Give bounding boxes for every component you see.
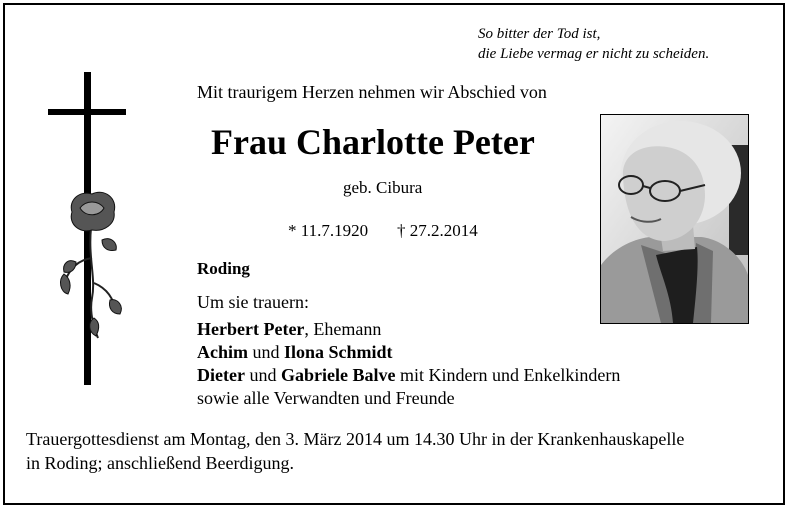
conjunction: und [244,365,281,385]
service-line-2: in Roding; anschließend Beerdigung. [26,453,294,473]
mourner-name: Gabriele Balve [280,365,396,385]
portrait-photo [600,114,749,324]
mourners-heading: Um sie trauern: [197,292,309,312]
conjunction: und [248,342,284,362]
mourner-name: Dieter [197,365,245,385]
quote-line-2: die Liebe vermag er nicht zu scheiden. [478,46,710,62]
service-line-1: Trauergottesdienst am Montag, den 3. März 2014 um 14.30 Uhr in der Krankenhauskapelle [26,429,685,449]
rose-icon [58,188,124,346]
mourner-name: Herbert Peter [197,319,305,339]
mourner-line-4: sowie alle Verwandten und Freunde [197,388,455,408]
mourner-relation: mit Kindern und Enkelkindern [395,365,621,385]
mourner-name: Ilona Schmidt [284,342,393,362]
mourner-relation: , Ehemann [304,319,382,339]
place: Roding [197,259,250,278]
intro-text: Mit traurigem Herzen nehmen wir Abschied von [197,82,547,102]
mourner-name: Achim [197,342,248,362]
deceased-name: Frau Charlotte Peter [211,122,535,162]
maiden-name: geb. Cibura [343,178,423,197]
quote-line-1: So bitter der Tod ist, [478,26,601,42]
death-date: † 27.2.2014 [397,221,478,240]
mourner-line-3 [197,364,620,386]
mourner-line-2 [197,341,393,363]
mourner-line-1 [197,318,381,340]
birth-date: * 11.7.1920 [288,221,369,240]
